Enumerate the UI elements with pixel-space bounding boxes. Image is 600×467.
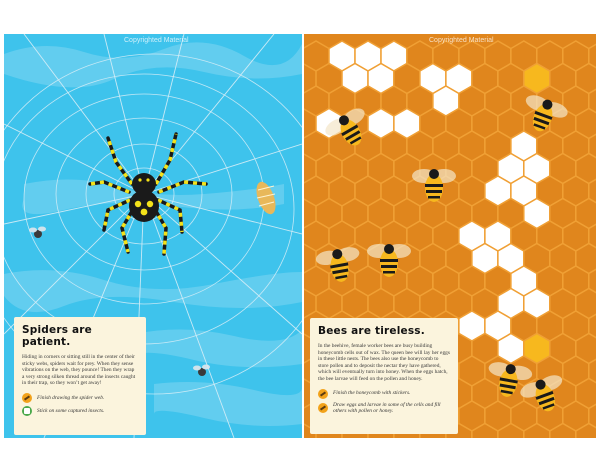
card-body: In the beehive, female worker bees are busy building honeycomb cells out of wax. The queen bee will lay her eggs in these little nests. The bees also use the honeycomb to store pollen and to deposit the nectar they have gathered, which will eventually turn into honey. When the eggs hatch, the bee larvae will feed on the pollen and honey. <box>318 343 450 382</box>
task-text: Finish drawing the spider web. <box>37 394 105 401</box>
task-item <box>318 389 450 399</box>
spider-info-card <box>14 317 146 435</box>
task-text: Draw eggs and larvae in some of the cells and fill others with pollen or honey. <box>333 401 441 414</box>
captured-fly-2 <box>193 365 210 377</box>
copyright-watermark: Copyrighted Material <box>124 37 189 44</box>
task-text: Stick on some captured insects. <box>37 407 105 414</box>
bee-info-card <box>310 318 458 434</box>
pencil-icon <box>318 389 328 399</box>
spider-page <box>4 34 302 438</box>
pencil-icon <box>318 403 328 413</box>
pencil-icon <box>22 393 32 403</box>
sticker-icon <box>22 406 32 416</box>
task-item <box>318 402 450 415</box>
copyright-watermark: Copyrighted Material <box>429 37 494 44</box>
bee-page <box>304 34 596 438</box>
card-title: Bees are tireless. <box>318 325 425 337</box>
task-item <box>22 406 138 416</box>
task-item <box>22 393 138 403</box>
card-title: Spiders are patient. <box>22 324 92 348</box>
card-body: Hiding in corners or sitting still in the center of their sticky webs, spiders wait for prey. When they sense vibrations on the web, they pounce! Then they wrap a very strong silken thread around the insects caught in their trap, so they won’t get away! <box>22 354 136 387</box>
task-text: Finish the honeycomb with stickers. <box>333 390 411 397</box>
